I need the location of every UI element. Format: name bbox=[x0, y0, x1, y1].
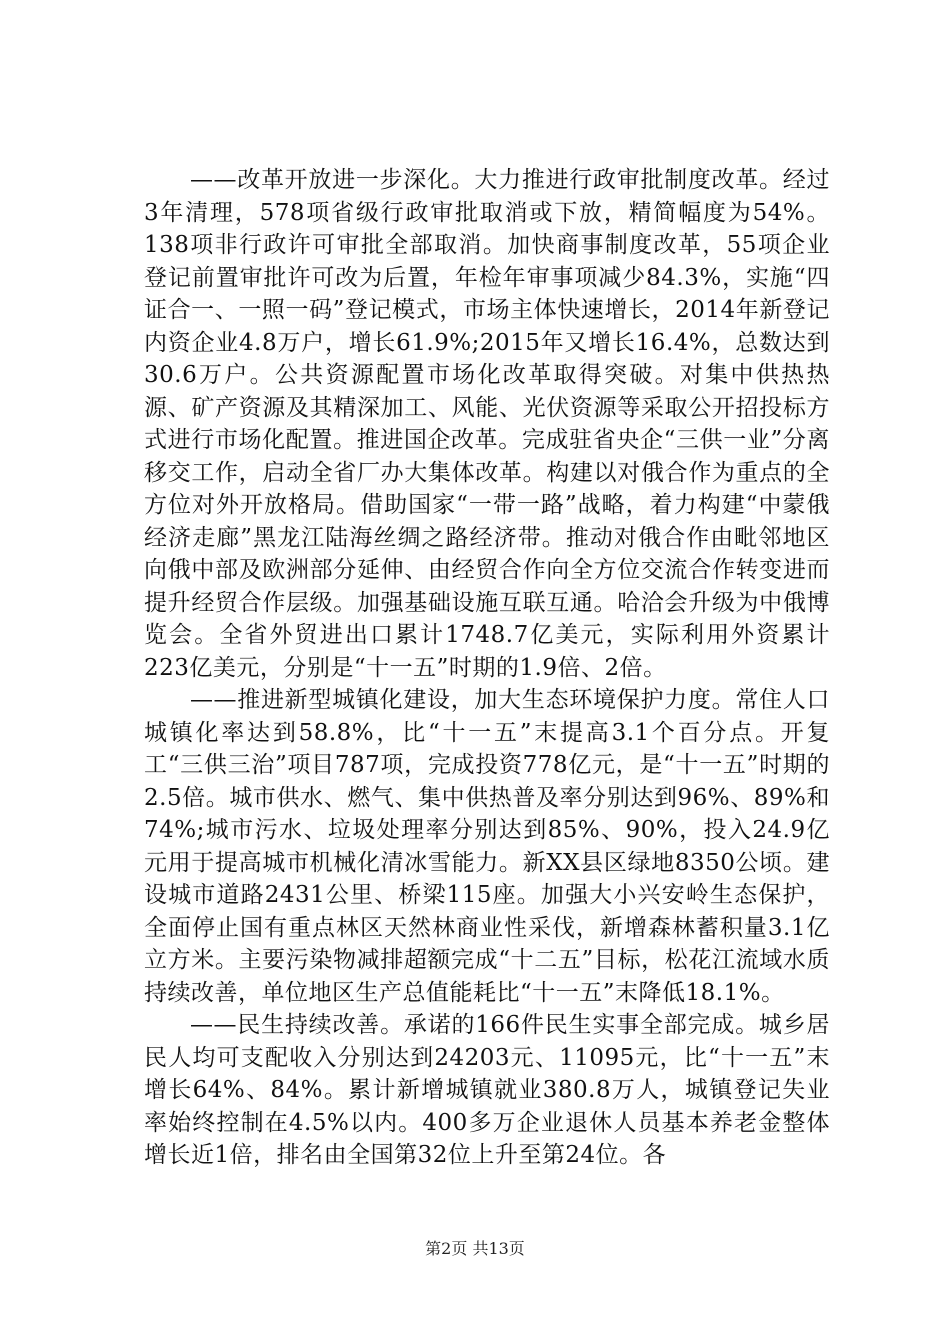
paragraph-livelihood: ——民生持续改善。承诺的166件民生实事全部完成。城乡居民人均可支配收入分别达到24203元、11095元，比“十一五”末增长64%、84%。累计新增城镇就业380.8万人，城镇登记失业率始终控制在4.5%以内。400多万企业退休人员基本养老金整体增长近1倍，排名由全国第32位上升至第24位。各 bbox=[144, 1012, 830, 1168]
document-body bbox=[144, 164, 830, 1172]
paragraph-urbanization-ecology: ——推进新型城镇化建设，加大生态环境保护力度。常住人口城镇化率达到58.8%，比“十一五”末提高3.1个百分点。开复工“三供三治”项目787项，完成投资778亿元，是“十一五”时期的2.5倍。城市供水、燃气、集中供热普及率分别达到96%、89%和74%;城市污水、垃圾处理率分别达到85%、90%，投入24.9亿元用于提高城市机械化清冰雪能力。新XX县区绿地8350公顷。建设城市道路2431公里、桥梁115座。加强大小兴安岭生态保护，全面停止国有重点林区天然林商业性采伐，新增森林蓄积量3.1亿立方米。主要污染物减排超额完成“十二五”目标，松花江流域水质持续改善，单位地区生产总值能耗比“十一五”末降低18.1%。 bbox=[144, 687, 830, 1006]
page-footer: 第2页 共13页 bbox=[425, 1239, 525, 1258]
paragraph-reform-opening: ——改革开放进一步深化。大力推进行政审批制度改革。经过3年清理，578项省级行政审批取消或下放，精简幅度为54%。138项非行政许可审批全部取消。加快商事制度改革，55项企业登记前置审批许可改为后置，年检年审事项减少84.3%，实施“四证合一、一照一码”登记模式，市场主体快速增长，2014年新登记内资企业4.8万户，增长61.9%;2015年又增长16.4%，总数达到30.6万户。公共资源配置市场化改革取得突破。对集中供热热源、矿产资源及其精深加工、风能、光伏资源等采取公开招投标方式进行市场化配置。推进国企改革。完成驻省央企“三供一业”分离移交工作，启动全省厂办大集体改革。构建以对俄合作为重点的全方位对外开放格局。借助国家“一带一路”战略，着力构建“中蒙俄经济走廊”黑龙江陆海丝绸之路经济带。推动对俄合作由毗邻地区向俄中部及欧洲部分延伸、由经贸合作向全方位交流合作转变进而提升经贸合作层级。加强基础设施互联互通。哈洽会升级为中俄博览会。全省外贸进出口累计1748.7亿美元，实际利用外资累计223亿美元，分别是“十一五”时期的1.9倍、2倍。 bbox=[144, 167, 830, 681]
